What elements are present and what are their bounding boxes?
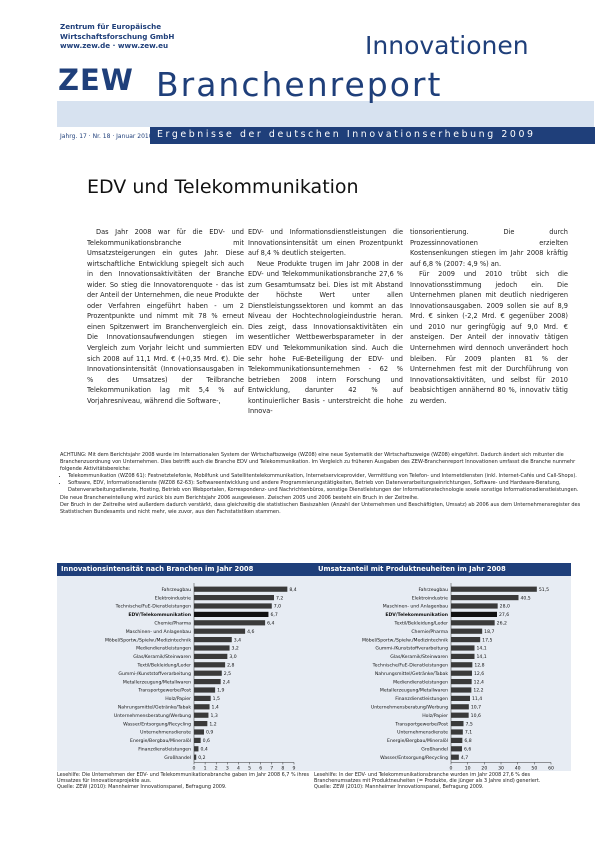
category-label: Nahrungsmittel/Getränke/Tabak [374, 671, 448, 677]
article-column-1 [87, 227, 244, 406]
page-title: EDV und Telekommunikation [87, 176, 359, 198]
category-label: Gummi-/Kunststoffverarbeitung [118, 671, 191, 677]
source-note: Quelle: ZEW (2010): Mannheimer Innovationspanel, Befragung 2009. [57, 784, 227, 791]
value-label: 4,7 [460, 755, 469, 761]
x-tick-label: 8 [281, 766, 285, 771]
value-label: 28,0 [499, 604, 510, 610]
x-tick-label: 10 [464, 766, 471, 771]
category-label: Glas/Keramik/Steinwaren [390, 655, 448, 661]
value-label: 2,4 [222, 680, 230, 686]
bar [194, 654, 227, 659]
bar [451, 629, 482, 634]
bar [194, 637, 232, 642]
category-label: Metallerzeugung/Metallwaren [122, 680, 191, 686]
category-label: Holz/Papier [422, 713, 448, 719]
bar [194, 713, 208, 718]
publisher-website[interactable]: www.zew.de · www.zew.eu [60, 41, 169, 51]
value-label: 0,9 [206, 730, 214, 736]
note-outro: Der Bruch in der Zeitreihe wird außerdem dadurch verstärkt, dass gleichzeitig die statistischen Basiszahlen (Anzahl der Unternehmen und Beschäftigten, Umsatz) ab 2006 aus dem Unternehmensregister des Statistischen Bundesamts und nicht mehr, wie zuvor, aus den Fachstatistiken stammen. [60, 501, 581, 515]
bar [194, 687, 215, 692]
classification-note [60, 452, 590, 516]
value-label: 12,6 [474, 671, 485, 677]
value-label: 12,2 [473, 688, 484, 694]
publisher-name-line1: Zentrum für Europäische [60, 22, 162, 31]
publication-title: Branchenreport [156, 65, 443, 104]
value-label: 4,6 [247, 629, 255, 635]
category-label: EDV/Telekommunikation [128, 613, 191, 619]
bar [194, 746, 198, 751]
x-tick-label: 40 [514, 766, 521, 771]
bar [194, 612, 268, 617]
category-label: Unternehmensberatung/Werbung [370, 705, 448, 711]
category-label: Unternehmensdienste [140, 730, 191, 736]
bar [194, 603, 272, 608]
chart-title: Umsatzanteil mit Produktneuheiten im Jahr 2008 [314, 563, 571, 576]
paragraph: tionsorientierung. Die durch Prozessinnovationen erzielten Kostensenkungen stiegen im Jahr 2008 kräftig auf 6,8 % (2007: 4,9 %) an. [410, 228, 568, 268]
category-label: Großhandel [421, 747, 448, 753]
category-label: Energie/Bergbau/Mineralöl [130, 739, 191, 745]
article-column-3 [410, 227, 568, 406]
value-label: 27,6 [499, 613, 510, 619]
header-band [57, 101, 594, 127]
value-label: 26,2 [496, 621, 507, 627]
x-tick-label: 1 [203, 766, 207, 771]
publication-subtitle: Ergebnisse der deutschen Innovationserhebung 2009 [157, 129, 536, 140]
paragraph: Für 2009 und 2010 trübt sich die Innovationsstimmung jedoch ein. Die Unternehmen planen mit deutlich niedrigeren Innovationsausgaben. 2009 sollen sie auf 8,9 Mrd. € sinken (-2,2 Mrd. € gegenüber 2008) und 2010 nur geringfügig auf 9,0 Mrd. € ansteigen. Der Anteil der innovativ tätigen Unternehmen wird dennoch unverändert hoch bleiben. Für 2009 planten 81 % der Unternehmen fest mit der Durchführung von Innovationsaktivitäten, und selbst für 2010 beabsichtigen annähernd 80 %, innovativ tätig zu werden. [410, 270, 568, 405]
category-label: Holz/Papier [165, 697, 191, 703]
bar [194, 696, 211, 701]
bar [451, 713, 469, 718]
bar [451, 662, 472, 667]
bar [451, 612, 497, 617]
bar [194, 679, 221, 684]
bar [451, 654, 475, 659]
value-label: 6,7 [270, 613, 278, 619]
category-label: Nahrungsmittel/Getränke/Tabak [117, 705, 191, 711]
x-tick-label: 3 [225, 766, 229, 771]
value-label: 1,5 [212, 697, 220, 703]
category-label: Wasser/Entsorgung/Recycling [380, 755, 448, 761]
value-label: 6,4 [267, 621, 275, 627]
paragraph: Neue Produkte trugen im Jahr 2008 in der EDV- und Telekommunikationsbranche 27,6 % zum Gesamtumsatz bei. Dies ist mit Abstand der höchste Wert unter allen Dienstleistungssektoren und kommt an das Niveau der Hochtechnologieindustrie heran. Dies zeigt, dass Innovationsaktivitäten ein wesentlicher Wettbewerbsparameter in der EDV und Telekommunikation sind. Auch die sehr hohe FuE-Beteiligung der EDV- und Telekommunikationsunternehmen - 62 % betrieben 2008 intern Forschung und Entwicklung, darunter 42 % auf kontinuierlicher Basis - unterstreicht die hohe Innova- [248, 259, 403, 416]
bar [451, 729, 463, 734]
publisher-block [60, 22, 174, 51]
bar [194, 629, 245, 634]
bar [194, 738, 201, 743]
value-label: 7,0 [273, 604, 282, 610]
chart-innovation-intensity-plot [57, 563, 314, 771]
value-label: 18,7 [484, 629, 495, 635]
value-label: 12,8 [474, 663, 485, 669]
source-note: Quelle: ZEW (2010): Mannheimer Innovationspanel, Befragung 2009. [314, 784, 484, 791]
category-label: Chemie/Pharma [411, 629, 448, 635]
category-label: Glas/Keramik/Steinwaren [133, 655, 191, 661]
value-label: 7,1 [464, 730, 473, 736]
bar [194, 755, 196, 760]
chart-title: Innovationsintensität nach Branchen im Jahr 2008 [57, 563, 314, 576]
category-label: Transportgewerbe/Post [138, 688, 191, 694]
category-label: EDV/Telekommunikation [385, 613, 448, 619]
bar [194, 595, 274, 600]
bar [194, 645, 230, 650]
value-label: 3,4 [233, 638, 242, 644]
value-label: 17,5 [482, 638, 493, 644]
bar [194, 704, 210, 709]
bar [194, 721, 207, 726]
category-label: Elektroindustrie [411, 596, 448, 602]
x-tick-label: 9 [292, 766, 296, 771]
value-label: 12,4 [473, 680, 484, 686]
bar [451, 696, 470, 701]
bar [451, 587, 537, 592]
category-label: Metallerzeugung/Metallwaren [379, 688, 448, 694]
paragraph: EDV- und Informationsdienstleistungen die Innovationsintensität um einen Prozentpunkt auf 8,4 % deutlich steigerten. [248, 228, 403, 258]
x-tick-label: 20 [481, 766, 488, 771]
bar [194, 671, 222, 676]
bar [451, 645, 475, 650]
x-tick-label: 0 [449, 766, 453, 771]
value-label: 0,2 [198, 755, 206, 761]
value-label: 2,8 [227, 663, 235, 669]
x-tick-label: 6 [259, 766, 263, 771]
note-list [60, 473, 590, 494]
value-label: 14,1 [476, 646, 487, 652]
category-label: Elektroindustrie [154, 596, 191, 602]
value-label: 0,4 [200, 747, 208, 753]
bar [451, 687, 471, 692]
chart-product-novelty-share-plot [314, 563, 571, 771]
bar [194, 729, 204, 734]
value-label: 11,4 [472, 697, 483, 703]
chart-product-novelty-share [314, 563, 571, 771]
category-label: Möbel/Sportw./Spielw./Medizintechnik [104, 638, 191, 644]
category-label: Mediendienstleistungen [136, 646, 191, 652]
category-label: Unternehmensberatung/Werbung [113, 713, 191, 719]
x-tick-label: 50 [531, 766, 538, 771]
bar [451, 679, 472, 684]
category-label: Fahrzeugbau [418, 587, 448, 593]
note-intro: ACHTUNG: Mit dem Berichtsjahr 2008 wurde im Internationalen System der Wirtschaftszweige (WZ08) eine neue Systematik der Wirtschaftszweige (WZ08) eingeführt. Dadurch ändert sich mitunter die Branchenzuordnung von Unternehmen. Dies betrifft auch die Branche EDV und Telekommunikation. Im Vergleich zu früheren Ausgaben des ZEW-Branchenreport Innovationen umfasst die Branche nunmehr folgende Aktivitätsbereiche: [60, 452, 576, 473]
note-outro: Die neue Brancheneinteilung wird zurück bis zum Berichtsjahr 2006 ausgewiesen. Zwischen 2005 und 2006 besteht ein Bruch in der Zeitreihe. [60, 494, 419, 501]
category-label: Energie/Bergbau/Mineralöl [387, 739, 448, 745]
category-label: Textil/Bekleidung/Leder [137, 663, 191, 669]
x-tick-label: 0 [192, 766, 196, 771]
zew-logo: ZEW [58, 63, 134, 97]
category-label: Möbel/Sportw./Spielw./Medizintechnik [361, 638, 448, 644]
category-label: Textil/Bekleidung/Leder [394, 621, 448, 627]
bar [194, 587, 287, 592]
bar [451, 637, 480, 642]
bar [451, 671, 472, 676]
bar [451, 721, 464, 726]
bar [451, 704, 469, 709]
article-column-2 [248, 227, 403, 417]
bar [451, 620, 495, 625]
x-tick-label: 2 [214, 766, 218, 771]
note-bullet: • Telekommunikation (WZ08 61): Festnetztelefonie, Mobilfunk und Satellitentelekommunikation, Internetserviceprovider, Vermittlung von Telefon- und Internetdiensten (inkl. Internet-Cafés und Call-Shops). [68, 473, 590, 480]
bar [194, 620, 265, 625]
value-label: 1,2 [209, 722, 217, 728]
value-label: 1,4 [211, 705, 219, 711]
bar [451, 595, 519, 600]
value-label: 8,4 [289, 587, 297, 593]
category-label: Maschinen- und Anlagenbau [125, 629, 191, 635]
category-label: Unternehmensdienste [397, 730, 448, 736]
category-label: Finanzdienstleistungen [138, 747, 191, 753]
chart-innovation-intensity [57, 563, 314, 771]
value-label: 51,5 [538, 587, 550, 593]
category-label: Wasser/Entsorgung/Recycling [123, 722, 191, 728]
x-tick-label: 30 [498, 766, 504, 771]
x-tick-label: 4 [236, 766, 240, 771]
x-tick-label: 60 [548, 766, 554, 771]
category-label: Mediendienstleistungen [393, 680, 448, 686]
value-label: 6,6 [464, 747, 472, 753]
value-label: 7,5 [465, 722, 473, 728]
value-label: 0,6 [202, 739, 210, 745]
value-label: 2,5 [223, 671, 232, 677]
bar [194, 662, 225, 667]
publisher-name-line2: Wirtschaftsforschung GmbH [60, 31, 175, 41]
chart-reading-aid-left [57, 772, 314, 791]
value-label: 14,1 [476, 655, 487, 661]
category-label: Transportgewerbe/Post [395, 722, 448, 728]
category-label: Technische/FuE-Dienstleistungen [372, 663, 448, 669]
category-label: Maschinen- und Anlagenbau [382, 604, 448, 610]
value-label: 1,9 [217, 688, 225, 694]
x-tick-label: 5 [248, 766, 252, 771]
value-label: 40,5 [520, 596, 531, 602]
value-label: 1,3 [210, 713, 218, 719]
bar [451, 755, 459, 760]
bar [451, 603, 498, 608]
reading-aid: Lesehilfe: Die Unternehmen der EDV- und Telekommunikationsbranche gaben im Jahr 2008 6,7 % ihres Umsatzes für Innovationsprojekte aus. [57, 772, 310, 785]
category-label: Finanzdienstleistungen [395, 697, 448, 703]
category-label: Großhandel [164, 755, 191, 761]
value-label: 10,7 [470, 705, 482, 711]
publication-series: Innovationen [365, 31, 529, 60]
bar [451, 738, 462, 743]
value-label: 7,2 [276, 596, 284, 602]
value-label: 3,2 [231, 646, 239, 652]
note-bullet: • Software, EDV, Informationsdienste (WZ08 62-63): Softwareentwicklung und andere Programmierungstätigkeiten, Betrieb von Datenverarbeitungseinrichtungen, Software- und Hardware-Beratung, Datenverarbeitungsdienste, Hosting, Betrieb von Webportalen, Korrespondenz- und Nachrichtenbüros, sonstige Dienstleistungen der Informationstechnologie sowie sonstige Informationsdienstleistungen. [68, 480, 590, 494]
value-label: 10,6 [470, 713, 481, 719]
issue-info: Jahrg. 17 · Nr. 18 · Januar 2010 [60, 133, 153, 140]
value-label: 6,8 [464, 739, 472, 745]
bar [451, 746, 462, 751]
x-tick-label: 7 [270, 766, 274, 771]
reading-aid: Lesehilfe: In der EDV- und Telekommunikationsbranche wurden im Jahr 2008 27,6 % des Branchenumsatzes mit Produktneuheiten (= Produkte, die jünger als 3 Jahre sind) generiert. [314, 772, 541, 785]
category-label: Gummi-/Kunststoffverarbeitung [375, 646, 448, 652]
category-label: Chemie/Pharma [154, 621, 191, 627]
category-label: Fahrzeugbau [161, 587, 191, 593]
category-label: Technische/FuE-Dienstleistungen [115, 604, 191, 610]
paragraph: Das Jahr 2008 war für die EDV- und Telekommunikationsbranche mit Umsatzsteigerungen ein gutes Jahr. Diese wirtschaftliche Entwicklung spiegelt sich auch in den Innovationsaktivitäten der Branche wider. So stieg die Innovatorenquote - das ist der Anteil der Unternehmen, die neue Produkte oder Verfahren eingeführt haben - um 2 Prozentpunkte und nimmt mit 78 % erneut einen Spitzenwert im Branchenvergleich ein. Die Innovationsaufwendungen stiegen im Vergleich zum Vorjahr leicht und summierten sich 2008 auf 11,1 Mrd. € (+0,35 Mrd. €). Die Innovationsintensität (Innovationsausgaben in % des Umsatzes) der Teilbranche Telekommunikation lag mit 5,4 % auf Vorjahresniveau, während die Software-, [87, 228, 244, 405]
value-label: 3,0 [229, 655, 237, 661]
chart-reading-aid-right [314, 772, 571, 791]
